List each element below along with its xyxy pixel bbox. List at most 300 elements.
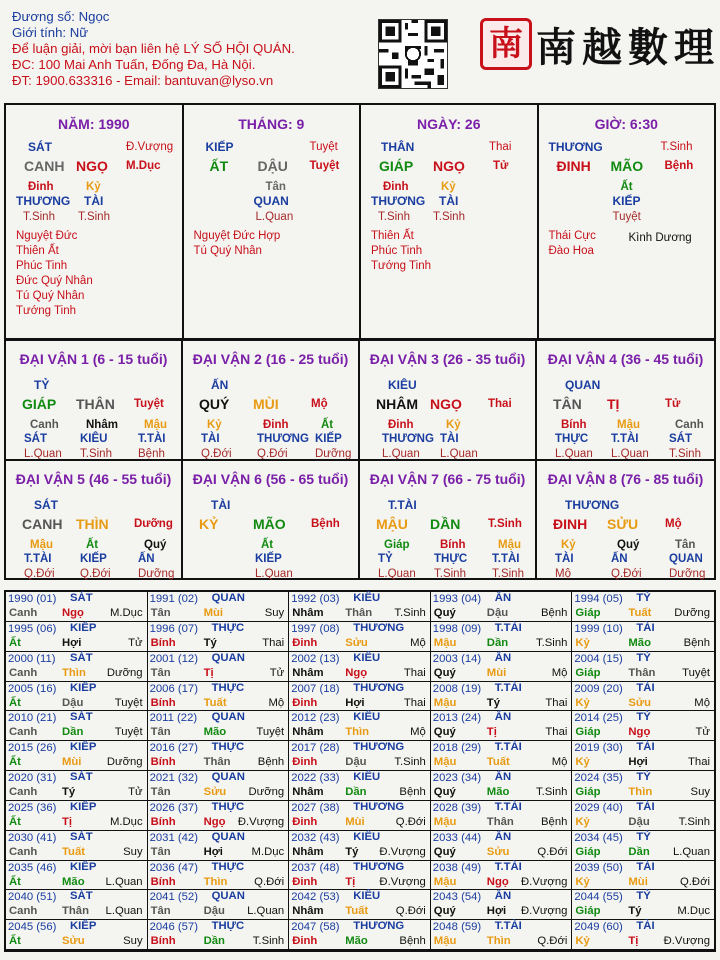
year-phase: Bệnh [541,607,568,619]
year-god: KIẾP [70,741,97,754]
year-god: SÁT [70,830,93,843]
year-label: 1991 (02) [149,593,198,605]
year-god: ẤN [494,711,512,724]
hidden-stem: Tân [675,538,696,551]
pillar-title: NĂM: 1990 [57,116,130,132]
header-info [12,9,392,89]
year-god: TỶ [636,711,651,724]
year-god: ẤN [494,890,512,903]
year-cell [572,652,714,682]
year-god: ẤN [494,830,512,843]
year-god: QUAN [211,830,245,843]
hidden-phase: Bệnh [138,448,165,460]
year-cell [431,592,573,622]
year-cell [148,831,290,861]
year-cell [148,861,290,891]
year-phase: Mộ [410,636,426,649]
year-cell [148,771,290,801]
year-stem: Tân [150,666,171,679]
year-label: 1996 (07) [149,622,198,635]
year-phase: T.Sinh [394,607,426,619]
year-branch: Mùi [628,875,648,888]
year-stem: Nhâm [292,845,324,858]
hidden-god: THƯƠNG [16,194,71,208]
hidden-stem: Quý [144,538,167,551]
hidden-phase: Dưỡng [669,567,706,580]
year-cell [6,682,148,712]
year-god: SÁT [70,771,93,783]
year-stem: Nhâm [292,666,324,679]
year-phase: Dưỡng [106,756,143,769]
star-item: Tú Quý Nhân [16,290,85,302]
year-cell [289,920,431,950]
pillar-phase: Đ.Vượng [126,141,174,153]
year-god: TỶ [636,830,651,843]
dai-van-cell [183,339,360,459]
dai-van-stem: TÂN [553,396,582,412]
year-stem: Mậu [433,875,457,888]
hidden-god: TÀI [555,552,574,565]
year-god: THƯƠNG [353,681,405,694]
hidden-phase: L.Quan [611,448,649,460]
year-phase: Tuyệt [682,666,710,679]
year-stem: Canh [9,905,38,918]
year-phase: Đ.Vượng [663,935,710,948]
dai-van-god: T.TÀI [388,497,417,512]
hidden-phase: Q.Đới [611,567,642,580]
dai-van-title: ĐẠI VẬN 2 (16 - 25 tuổi) [192,351,349,367]
year-branch: Mùi [62,756,82,769]
year-cell [431,890,573,920]
dai-van-branch: MÃO [253,515,286,532]
year-god: KIẾP [70,800,97,813]
year-stem: Tân [150,726,171,739]
hidden-god: SÁT [24,433,47,445]
pillar-title: NGÀY: 26 [416,116,481,132]
year-god: TÀI [636,920,655,933]
hidden-phase: Q.Đới [80,567,111,580]
star-item: Đào Hoa [548,245,594,257]
year-branch: Sửu [203,786,227,798]
hidden-phase: T.Sinh [492,567,524,580]
year-phase: Mộ [410,726,426,739]
dai-van-title: ĐẠI VẬN 8 (76 - 85 tuổi) [547,470,704,487]
qr-code-icon [378,19,448,89]
year-phase: L.Quan [105,905,143,918]
year-cell [289,801,431,831]
year-stem: Quý [433,786,456,798]
pillar-branch: MÃO [610,158,644,174]
pillar-phase: T.Sinh [660,141,693,153]
year-branch: Sửu [628,696,652,709]
year-label: 2030 (41) [8,831,57,844]
year-branch: Thìn [62,666,86,679]
dai-van-branch: TỊ [607,396,620,412]
hidden-god: TÀI [440,433,459,445]
year-phase: Thai [688,756,710,769]
dai-van-stem: GIÁP [22,396,57,412]
year-stem: Canh [9,845,38,858]
year-god: THƯƠNG [353,800,405,813]
year-stem: Kỷ [575,875,590,888]
year-phase: L.Quan [672,845,710,858]
hidden-stem: Kỷ [561,538,576,551]
year-god: ẤN [494,592,512,604]
year-cell [572,711,714,741]
year-god: KIÊU [353,592,381,604]
year-cell [572,771,714,801]
year-phase: Suy [123,845,143,858]
year-god: T.TÀI [494,860,522,873]
star-list [16,229,93,319]
year-branch: Tị [628,935,639,948]
year-stem: Bính [150,935,176,948]
year-stem: Bính [150,696,176,709]
year-god: KIẾP [70,621,97,634]
year-cell [289,711,431,741]
year-branch: Mùi [203,607,224,619]
year-god: THƯƠNG [353,621,405,634]
hidden-god: QUAN [253,194,289,208]
year-branch: Sửu [62,935,85,948]
dai-van-branch: THÌN [76,515,109,532]
pillar-year [6,105,184,338]
year-cell [289,890,431,920]
star-list [371,229,431,274]
hidden-phase: L.Quan [382,448,420,460]
year-phase: Q.Đới [537,935,568,948]
pillar-god: THÂN [381,140,415,154]
hidden-god: TÀI [201,433,220,445]
year-branch: Thân [486,815,514,828]
dai-van-god: ẤN [211,378,229,392]
year-branch: Mão [62,875,85,888]
year-branch: Thìn [486,935,511,948]
hidden-phase: Q.Đới [201,448,232,460]
year-god: THỰC [211,920,245,933]
dai-van-stem: KỶ [199,515,219,532]
dai-van-cell [183,459,360,579]
dai-van-title: ĐẠI VẬN 1 (6 - 15 tuổi) [19,351,168,367]
year-cell [6,890,148,920]
hidden-stem: Đinh [28,181,54,193]
year-stem: Tân [150,845,171,858]
year-branch: Thân [62,905,89,918]
pillar-god: THƯƠNG [548,140,603,154]
hidden-stem: Ất [321,419,334,431]
year-stem: Bính [150,875,176,888]
year-god: T.TÀI [494,621,522,634]
year-stem: Canh [9,666,38,679]
year-branch: Thân [628,666,656,679]
hidden-god: KIẾP [255,552,282,565]
year-label: 2013 (24) [432,712,482,725]
year-branch: Tị [203,666,214,679]
year-stem: Ất [9,935,21,948]
year-stem: Ất [9,696,21,709]
hidden-phase: T.Sinh [434,567,466,580]
year-cell [148,592,290,622]
year-cell [6,831,148,861]
year-cell [431,652,573,682]
year-label: 2025 (36) [8,801,57,814]
hidden-phase: T.Sinh [378,211,410,223]
year-label: 2005 (16) [8,682,57,695]
dai-van-stem: MẬU [376,515,408,532]
year-stem: Ất [9,875,21,888]
year-phase: Đ.Vượng [521,875,568,888]
hidden-god: T.TÀI [611,433,639,445]
year-label: 2046 (57) [149,921,198,934]
year-branch: Tị [62,815,73,828]
dai-van-cell [6,339,183,459]
hidden-stem: Ất [620,181,633,193]
year-cell [289,682,431,712]
year-cell [148,711,290,741]
year-god: THƯƠNG [353,860,405,873]
year-phase: M.Dục [251,845,285,858]
year-branch: Thìn [345,726,370,739]
hidden-stem: Bính [561,419,587,431]
year-phase: Thai [403,666,426,679]
hidden-stem: Đinh [383,181,409,193]
hidden-god: TỶ [378,552,393,565]
star-item: Nguyệt Đức [16,230,78,242]
dai-van-branch: NGỌ [430,396,462,412]
year-god: THỰC [211,800,245,813]
year-label: 2034 (45) [574,831,623,844]
pillar-title: THÁNG: 9 [238,116,305,132]
pillar-stem: CANH [24,158,65,174]
year-god: THƯƠNG [353,741,405,754]
year-stem: Kỷ [575,815,590,828]
dai-van-phase: Thai [488,398,512,410]
year-branch: Dậu [62,696,84,709]
year-branch: Tý [62,786,76,798]
year-cell [572,592,714,622]
year-god: SÁT [70,592,93,604]
year-cell [6,861,148,891]
year-god: QUAN [211,592,245,604]
year-phase: Bệnh [257,756,285,769]
seal-stamp: 南 [480,18,532,70]
year-label: 2038 (49) [432,861,482,874]
year-branch: Tuất [345,905,369,918]
year-phase: Q.Đới [395,905,426,918]
year-cell [431,801,573,831]
year-god: KIÊU [353,711,381,724]
year-cell [6,801,148,831]
dai-van-phase: Bệnh [311,517,340,530]
year-branch: Thân [203,756,231,769]
hidden-phase: Dưỡng [315,448,352,460]
pillar-phase2: M.Dục [126,160,161,172]
hidden-phase: Q.Đới [257,448,288,460]
year-god: KIÊU [353,651,381,664]
pillar-stem: GIÁP [379,158,414,174]
year-stem: Canh [9,726,38,739]
year-cell [572,741,714,771]
year-cell [148,622,290,652]
hidden-phase: Q.Đới [24,567,55,580]
year-branch: Thân [345,607,373,619]
year-label: 2017 (28) [291,742,340,755]
pillar-god: KIẾP [205,140,234,154]
year-god: T.TÀI [494,920,522,933]
pillar-phase2: Tuyệt [309,160,340,172]
year-branch: Tý [203,636,217,649]
dai-van-branch: SỬU [607,515,639,532]
hidden-god: T.TÀI [24,552,52,565]
year-stem: Ất [9,815,21,828]
year-label: 1995 (06) [8,622,57,635]
hidden-stem: Mậu [498,538,521,551]
year-phase: Thai [403,696,426,709]
annual-grid [4,590,716,952]
hidden-stem: Đinh [388,419,414,431]
year-stem: Mậu [433,636,457,649]
dai-van-cell [6,459,183,579]
year-label: 2041 (52) [149,891,198,904]
year-stem: Nhâm [292,607,324,619]
year-stem: Mậu [433,935,457,948]
hidden-phase: T.Sinh [80,448,112,460]
pillar-phase: Tuyệt [309,141,338,153]
hidden-god: THƯƠNG [371,194,426,208]
year-branch: Sửu [486,845,510,858]
year-label: 1990 (01) [8,593,57,605]
year-label: 1994 (05) [574,593,623,605]
hidden-phase: L.Quan [255,567,293,580]
year-cell [289,622,431,652]
gender-line [12,25,392,41]
pillar-month [184,105,362,338]
hidden-god: ẤN [611,552,628,565]
year-phase: M.Dục [109,815,143,828]
year-branch: Dậu [203,905,225,918]
year-phase: Tử [269,666,285,679]
year-label: 2000 (11) [8,652,56,665]
address-line: ĐC: 100 Mai Anh Tuấn, Đống Đa, Hà Nội. [12,57,256,72]
gender-value: Nữ [69,25,89,40]
year-phase: Mộ [694,696,710,709]
year-label: 2003 (14) [432,652,482,665]
year-god: T.TÀI [494,800,522,813]
year-phase: Q.Đới [679,875,710,888]
star-item: Phúc Tinh [16,260,68,272]
year-cell [289,592,431,622]
dai-van-stem: NHÂM [376,396,418,412]
year-phase: Thai [545,696,568,709]
year-phase: Mộ [551,756,568,769]
year-stem: Kỷ [575,636,590,649]
year-phase: T.Sinh [252,935,285,948]
year-label: 2023 (34) [432,772,482,784]
year-phase: T.Sinh [535,786,568,798]
year-cell [148,741,290,771]
hidden-god: KIẾP [80,552,107,565]
year-cell [289,831,431,861]
year-branch: Hợi [486,905,507,918]
year-label: 2032 (43) [291,831,340,844]
year-cell [431,920,573,950]
year-god: TÀI [636,621,655,634]
hidden-phase: L.Quan [255,211,294,223]
year-cell [148,920,290,950]
year-stem: Bính [150,636,176,649]
dai-van-title: ĐẠI VẬN 3 (26 - 35 tuổi) [369,351,526,367]
year-cell [431,831,573,861]
star-item: Kình Dương [628,232,692,244]
year-branch: Ngọ [62,607,84,619]
year-cell [572,622,714,652]
star-list [194,229,281,259]
year-phase: M.Dục [109,607,143,619]
year-cell [431,771,573,801]
year-phase: Mộ [268,696,285,709]
pillar-branch: DẬU [257,158,288,174]
year-stem: Canh [9,786,38,798]
year-stem: Giáp [575,905,601,918]
year-branch: Dậu [345,756,367,769]
star-item: Thiên Ất [371,230,414,242]
year-stem: Nhâm [292,726,324,739]
year-god: TÀI [636,800,655,813]
year-branch: Hợi [203,845,223,858]
hidden-god: THƯƠNG [382,433,434,445]
hidden-god: SÁT [669,433,692,445]
year-cell [289,861,431,891]
hidden-god: TÀI [439,194,459,208]
year-stem: Giáp [575,607,601,619]
hidden-phase: Tuyệt [612,211,641,223]
year-cell [572,682,714,712]
dai-van-cell [537,339,714,459]
year-cell [148,682,290,712]
year-phase: Q.Đới [254,875,285,888]
hidden-stem: Kỷ [86,181,101,193]
year-stem: Bính [150,815,176,828]
year-branch: Tuất [486,756,510,769]
dai-van-cell [360,459,537,579]
year-cell [289,741,431,771]
year-god: SÁT [70,651,93,664]
pillar-phase2: Tử [493,160,509,172]
year-label: 1992 (03) [291,593,340,605]
year-branch: Thìn [628,786,653,798]
year-label: 1997 (08) [291,622,340,635]
hidden-stem: Quý [617,538,640,551]
year-phase: M.Dục [677,905,710,918]
dai-van-phase: Mộ [311,398,328,410]
year-label: 2019 (30) [574,742,623,755]
dai-van-grid [4,339,716,580]
year-label: 2007 (18) [291,682,340,695]
year-stem: Đinh [292,756,318,769]
dai-van-stem: QUÝ [199,396,230,412]
dai-van-cell [537,459,714,579]
dai-van-god: THƯƠNG [565,497,620,512]
year-stem: Mậu [433,696,457,709]
dai-van-phase: T.Sinh [488,517,522,530]
pillar-stem: ẤT [209,158,229,174]
year-label: 2028 (39) [432,801,482,814]
year-cell [431,741,573,771]
year-label: 2024 (35) [574,772,623,784]
year-stem: Tân [150,786,171,798]
year-stem: Đinh [292,875,318,888]
year-cell [148,801,290,831]
